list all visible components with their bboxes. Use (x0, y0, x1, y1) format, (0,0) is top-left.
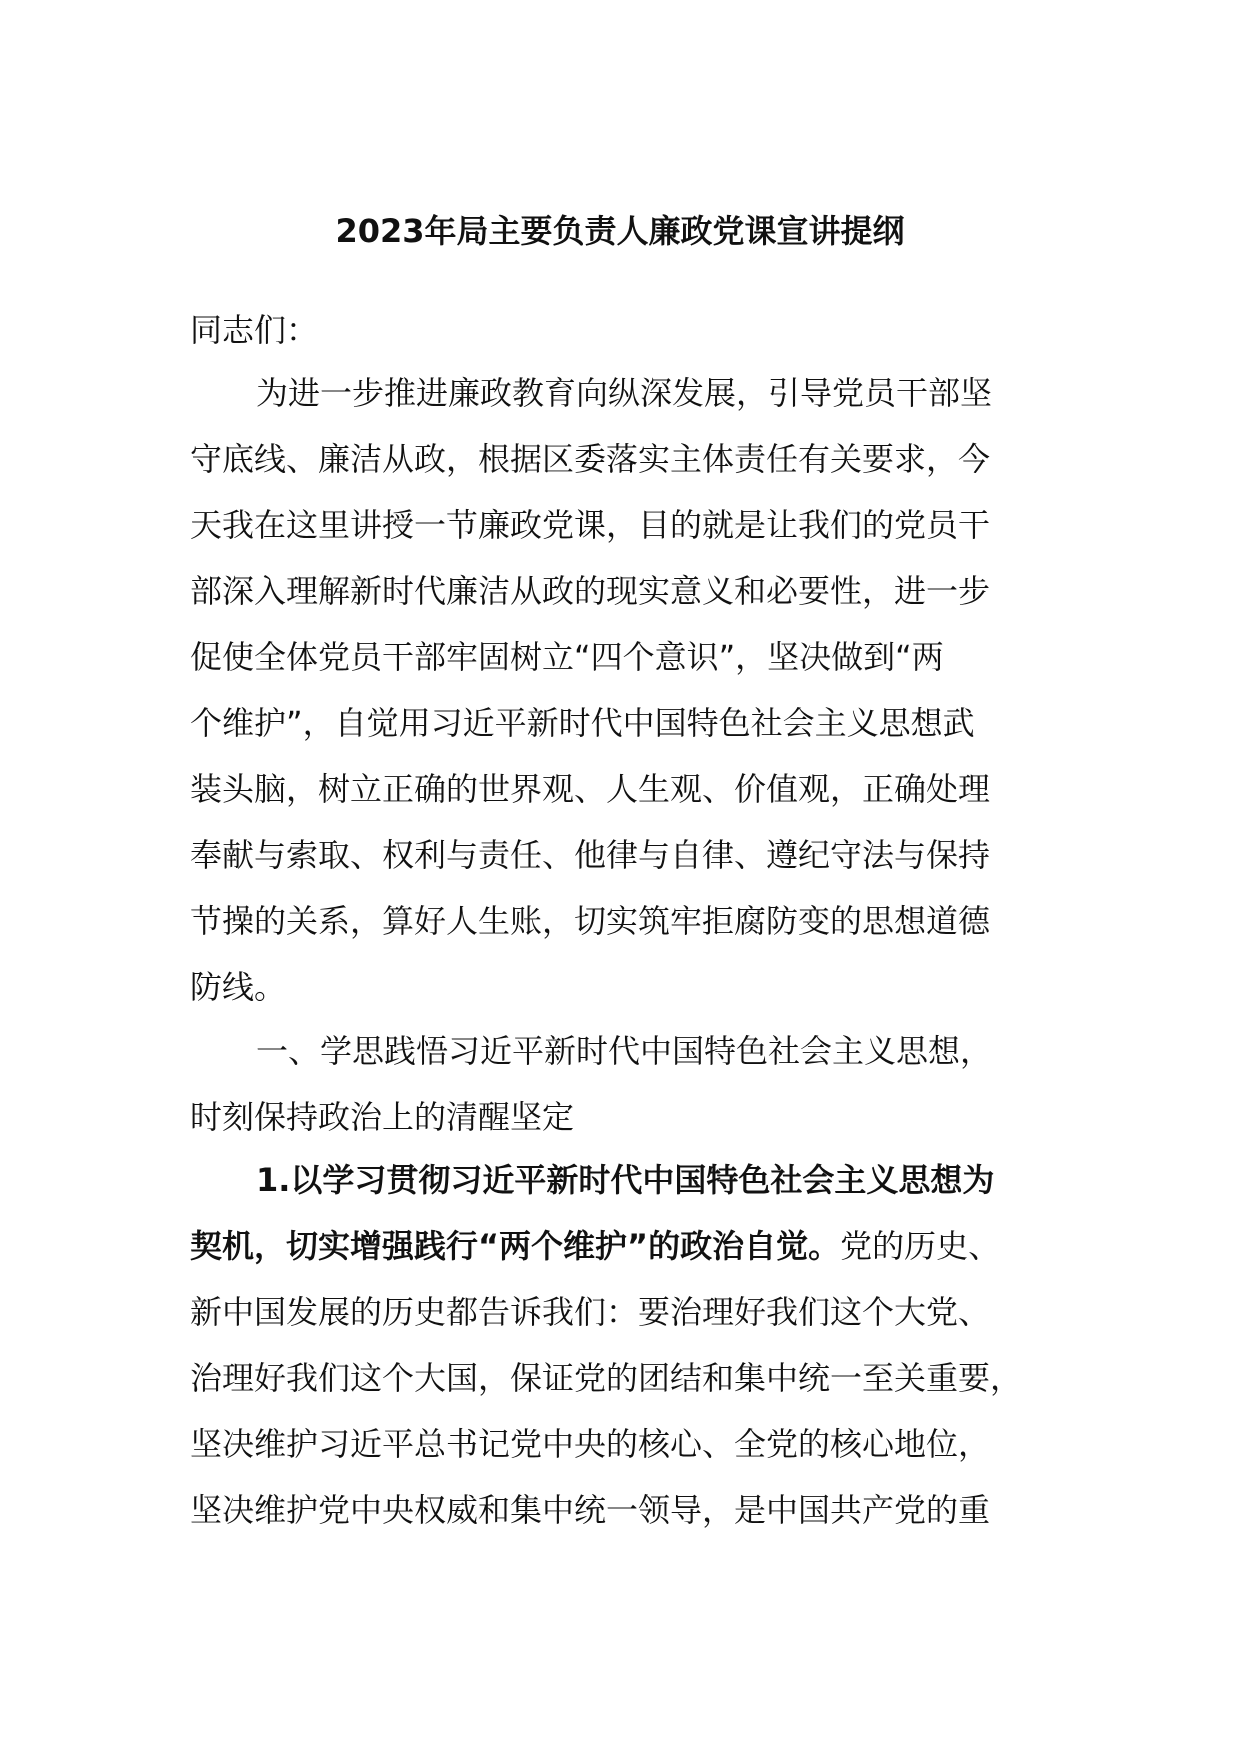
greeting-line: 同志们： (190, 311, 319, 349)
greeting (190, 297, 1070, 363)
item-1-line: 坚决维护习近平总书记党中央的核心、全党的核心地位， (190, 1425, 991, 1463)
paragraph-line: 促使全体党员干部牢固树立“四个意识”，坚决做到“两 (190, 638, 944, 676)
item-1-bold-heading-end: 契机，切实增强践行“两个维护”的政治自觉。 (190, 1227, 841, 1265)
item-1-text-start: 党的历史、 (840, 1227, 1001, 1265)
paragraph-line: 为进一步推进廉政教育向纵深发展，引导党员干部坚 (256, 374, 993, 412)
paragraph-line: 防线。 (190, 968, 287, 1006)
paragraph-line: 个维护”，自觉用习近平新时代中国特色社会主义思想武 (190, 704, 975, 742)
section-heading-line: 一、学思践悟习近平新时代中国特色社会主义思想， (256, 1032, 993, 1070)
item-1-line: 新中国发展的历史都告诉我们：要治理好我们这个大党、 (190, 1293, 991, 1331)
paragraph-line: 奉献与索取、权利与责任、他律与自律、遵纪守法与保持 (190, 836, 991, 874)
paragraph-intro (190, 360, 1070, 1020)
item-1-bold-heading: 1.以学习贯彻习近平新时代中国特色社会主义思想为 (256, 1161, 995, 1199)
section-heading-1 (190, 1018, 1070, 1150)
paragraph-line: 部深入理解新时代廉洁从政的现实意义和必要性，进一步 (190, 572, 991, 610)
paragraph-line: 节操的关系，算好人生账，切实筑牢拒腐防变的思想道德 (190, 902, 991, 940)
item-1-line: 治理好我们这个大国，保证党的团结和集中统一至关重要， (190, 1359, 1023, 1397)
item-1-line (190, 1213, 1070, 1279)
paragraph-line: 装头脑，树立正确的世界观、人生观、价值观，正确处理 (190, 770, 991, 808)
section-heading-line: 时刻保持政治上的清醒坚定 (190, 1098, 575, 1136)
document-title: 2023年局主要负责人廉政党课宣讲提纲 (335, 212, 905, 250)
paragraph-line: 天我在这里讲授一节廉政党课，目的就是让我们的党员干 (190, 506, 991, 544)
item-1-line: 坚决维护党中央权威和集中统一领导，是中国共产党的重 (190, 1491, 991, 1529)
paragraph-line: 守底线、廉洁从政，根据区委落实主体责任有关要求，今 (190, 440, 991, 478)
item-1-paragraph (190, 1147, 1070, 1543)
